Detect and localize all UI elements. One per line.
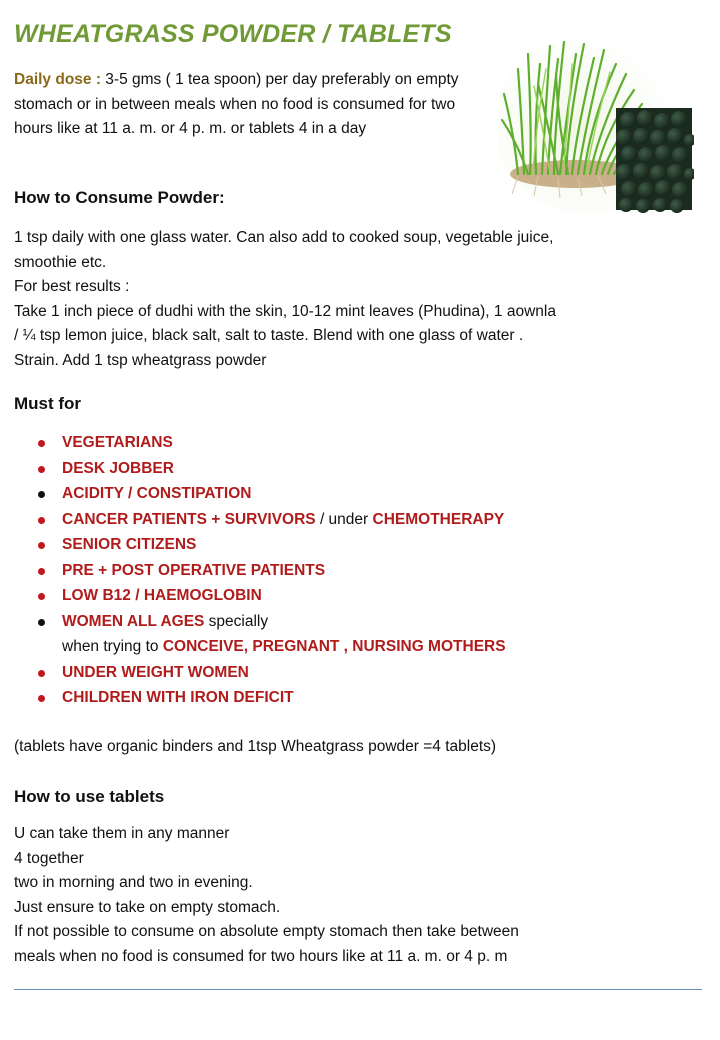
bullet-icon — [38, 695, 45, 702]
powder-line: 1 tsp daily with one glass water. Can also add to cooked soup, vegetable juice, — [14, 229, 554, 246]
powder-line: Strain. Add 1 tsp wheatgrass powder — [14, 351, 267, 369]
bullet-icon — [38, 440, 45, 447]
bullet-icon — [38, 517, 45, 524]
tablets-line: meals when no food is consumed for two hours like at 11 a. m. or 4 p. m — [14, 947, 508, 965]
divider — [14, 989, 702, 990]
list-item: PRE + POST OPERATIVE PATIENTS — [0, 558, 700, 584]
bullet-icon — [38, 670, 45, 677]
daily-dose — [14, 68, 484, 142]
bullet-icon — [38, 542, 45, 549]
tablet-note: (tablets have organic binders and 1tsp Wheatgrass powder =4 tablets) — [14, 738, 497, 755]
tablets-heading: How to use tablets — [14, 787, 165, 806]
list-item: UNDER WEIGHT WOMEN — [0, 660, 700, 686]
bullet-icon — [38, 568, 45, 575]
powder-line: smoothie etc. — [14, 253, 107, 271]
powder-instructions — [14, 226, 624, 373]
tablets-line: 4 together — [14, 849, 84, 867]
wheatgrass-image — [498, 24, 694, 216]
must-for-list — [0, 430, 700, 711]
bullet-icon — [38, 593, 45, 600]
list-item: ACIDITY / CONSTIPATION — [0, 481, 700, 507]
tablets-instructions — [14, 822, 624, 969]
list-item: SENIOR CITIZENS — [0, 532, 700, 558]
daily-dose-label: Daily dose : — [14, 71, 101, 88]
bullet-icon — [38, 619, 45, 626]
list-item: CANCER PATIENTS + SURVIVORS / under CHEMOTHERAPY — [0, 507, 700, 533]
bullet-icon — [38, 466, 45, 473]
must-for-heading: Must for — [14, 394, 82, 413]
list-item: WOMEN ALL AGES specially when trying to CONCEIVE, PREGNANT , NURSING MOTHERS — [0, 609, 700, 660]
powder-line: Take 1 inch piece of dudhi with the skin, 10-12 mint leaves (Phudina), 1 aownla — [14, 302, 556, 320]
list-item: LOW B12 / HAEMOGLOBIN — [0, 583, 700, 609]
tablets-line: Just ensure to take on empty stomach. — [14, 898, 281, 916]
list-item: VEGETARIANS — [0, 430, 700, 456]
daily-dose-text: 3-5 gms ( 1 tea spoon) per day preferably on empty stomach or in between meals when no food is consumed for two hours like at 11 a. m. or 4 p. m. or tablets 4 in a day — [14, 71, 459, 137]
powder-line: For best results : — [14, 278, 130, 295]
powder-heading: How to Consume Powder: — [14, 188, 225, 207]
list-item: DESK JOBBER — [0, 456, 700, 482]
powder-line: / ¼ tsp lemon juice, black salt, salt to taste. Blend with one glass of water . — [14, 327, 524, 344]
tablets-line: U can take them in any manner — [14, 825, 230, 842]
list-item: CHILDREN WITH IRON DEFICIT — [0, 685, 700, 711]
tablets-line: If not possible to consume on absolute empty stomach then take between — [14, 923, 519, 940]
tablets-line: two in morning and two in evening. — [14, 874, 253, 891]
bullet-icon — [38, 491, 45, 498]
page-title: WHEATGRASS POWDER / TABLETS — [14, 20, 452, 48]
